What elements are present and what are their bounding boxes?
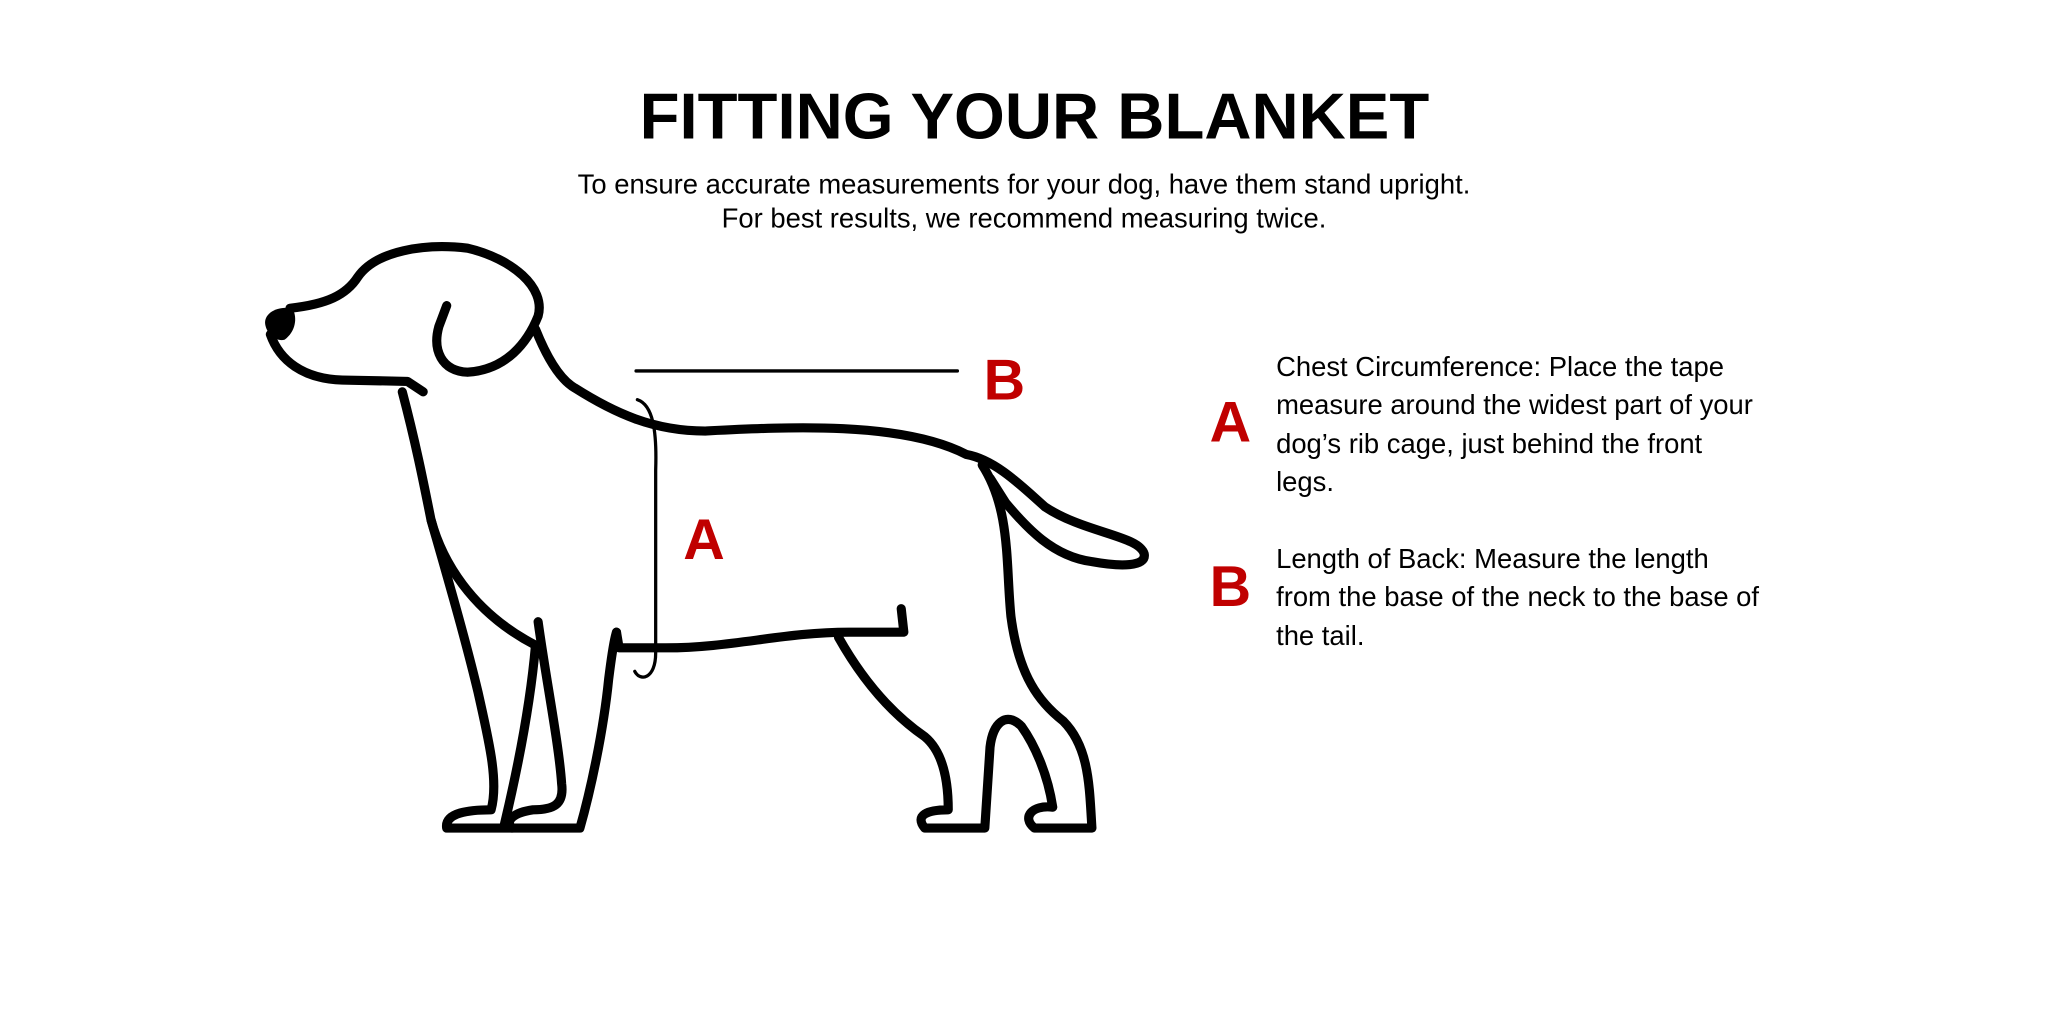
dog-front-leg-outline	[431, 520, 616, 828]
instruction-a-line: Chest Circumference: Place the tape	[1276, 351, 1724, 383]
instruction-marker-b: B	[1209, 555, 1252, 620]
instruction-a	[1210, 351, 1753, 497]
chest-tape-line	[635, 400, 656, 677]
dog-jaw-outline	[270, 334, 423, 391]
dog-inner-leg-outline	[504, 622, 562, 828]
instruction-a-line: legs.	[1276, 466, 1334, 498]
instruction-marker-a: A	[1209, 390, 1252, 455]
diagram-label-b: B	[983, 348, 1026, 413]
subtitle-line-2: For best results, we recommend measuring twice.	[721, 202, 1327, 234]
diagram-label-a: A	[683, 508, 725, 573]
instruction-b-line: Length of Back: Measure the length	[1276, 543, 1709, 575]
instruction-a-line: dog’s rib cage, just behind the front	[1276, 428, 1703, 460]
dog-head-outline	[290, 247, 539, 373]
instruction-b	[1210, 543, 1760, 651]
instruction-b-line: the tail.	[1276, 620, 1365, 652]
dog-belly-outline	[616, 609, 903, 648]
instruction-b-line: from the base of the neck to the base of	[1276, 581, 1760, 613]
dog-back-outline	[536, 329, 1145, 565]
dog-hind-outline	[839, 465, 1092, 828]
instruction-a-line: measure around the widest part of your	[1276, 389, 1753, 421]
subtitle-line-1: To ensure accurate measurements for your dog, have them stand upright.	[577, 168, 1471, 200]
dog-chest-outline	[402, 392, 535, 645]
page-title: FITTING YOUR BLANKET	[639, 79, 1430, 153]
